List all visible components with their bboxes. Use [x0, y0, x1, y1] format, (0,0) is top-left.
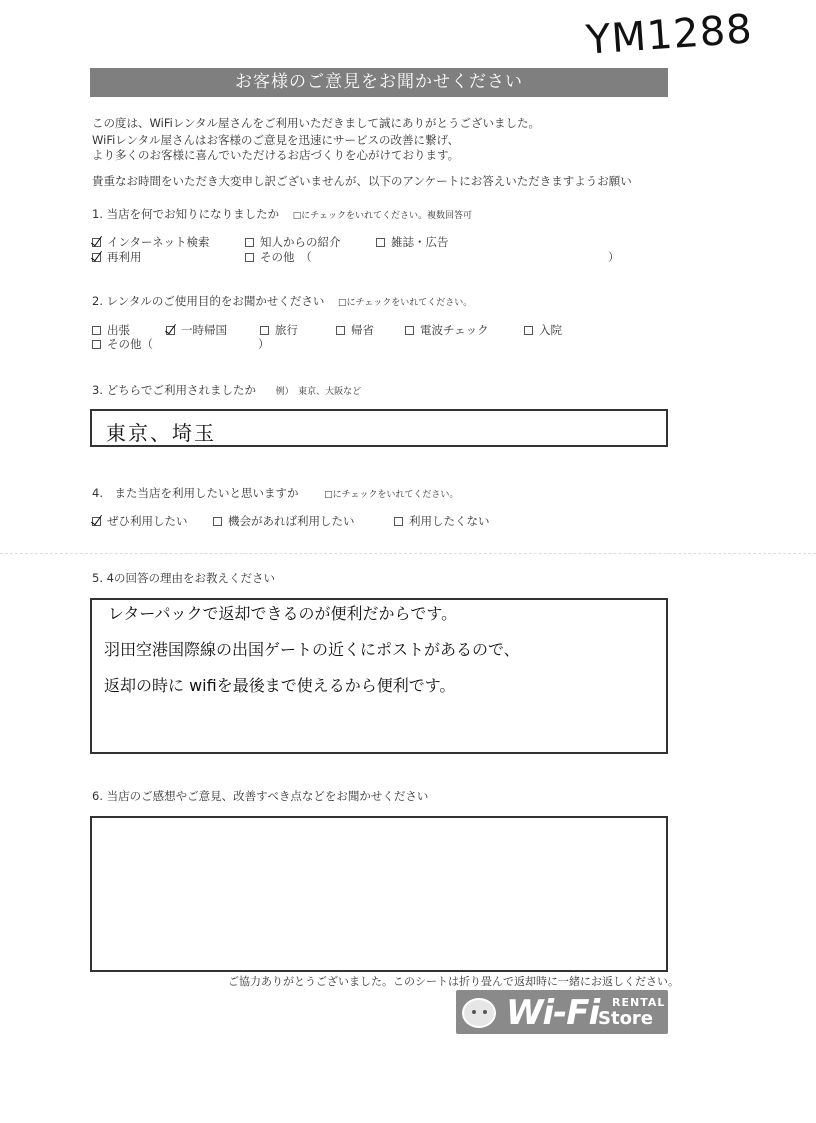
q4-option-definitely[interactable]: ぜひ利用したい [92, 513, 188, 529]
intro-line-2: WiFiレンタル屋さんはお客様のご意見を迅速にサービスの改善に繋げ、 [92, 133, 460, 147]
question-4-note: □にチェックをいれてください。 [324, 490, 459, 500]
checkbox[interactable] [92, 326, 101, 335]
q5-answer-line: 返却の時に wifiを最後まで使えるから便利です。 [104, 676, 456, 695]
question-1-note: □にチェックをいれてください。複数回答可 [292, 211, 473, 221]
question-5-label: 5. 4の回答の理由をお教えください [92, 571, 275, 585]
logo-rental-text: RENTAL [612, 996, 666, 1009]
q5-answer-line: 羽田空港国際線の出国ゲートの近くにポストがあるので、 [104, 640, 520, 659]
question-6-label: 6. 当店のご感想やご意見、改善すべき点などをお聞かせください [92, 789, 429, 803]
checkbox[interactable] [336, 326, 345, 335]
checkbox[interactable] [524, 326, 533, 335]
question-2-note: □にチェックをいれてください。 [338, 298, 473, 308]
q1-option-magazine[interactable]: 雑誌・広告 [376, 234, 449, 250]
logo-wifi-text: Wi-Fi [506, 993, 600, 1033]
checkbox-checked[interactable] [166, 326, 175, 335]
q4-option-if-chance[interactable]: 機会があれば利用したい [213, 513, 355, 529]
q3-handwritten-answer: 東京、埼玉 [106, 421, 216, 445]
q2-close-paren: ） [258, 337, 270, 351]
checkbox[interactable] [245, 253, 254, 262]
question-5 [92, 570, 275, 586]
q2-option-hospital[interactable]: 入院 [524, 322, 562, 338]
checkbox[interactable] [92, 340, 101, 349]
q2-option-signal-check[interactable]: 電波チェック [405, 322, 489, 338]
fold-line [0, 553, 816, 554]
checkbox[interactable] [405, 326, 414, 335]
q6-answer-box[interactable] [90, 816, 668, 972]
q5-answer-box[interactable] [90, 598, 668, 754]
question-3-note: 例） 東京、大阪など [275, 387, 362, 397]
q4-option-no[interactable]: 利用したくない [394, 513, 490, 529]
checkbox-checked[interactable] [92, 253, 101, 262]
question-6 [92, 788, 428, 804]
q1-option-repeat[interactable]: 再利用 [92, 249, 142, 265]
q1-close-paren: ） [608, 250, 620, 264]
question-1 [92, 206, 472, 222]
checkbox[interactable] [394, 517, 403, 526]
handwritten-id-number: YM1288 [584, 6, 755, 64]
q1-option-referral[interactable]: 知人からの紹介 [245, 234, 341, 250]
question-4-label: 4. また当店を利用したいと思いますか [92, 486, 299, 500]
q2-option-travel[interactable]: 旅行 [260, 322, 298, 338]
mascot-icon [462, 998, 496, 1028]
checkbox-checked[interactable] [92, 238, 101, 247]
q1-option-internet[interactable]: インターネット検索 [92, 234, 209, 250]
question-2 [92, 293, 472, 309]
q5-answer-line: レターパックで返却できるのが便利だからです。 [108, 604, 458, 623]
checkbox[interactable] [213, 517, 222, 526]
question-4 [92, 485, 458, 501]
logo-store-text: Store [598, 1008, 654, 1029]
intro-line-4: 貴重なお時間をいただき大変申し訳ございませんが、以下のアンケートにお答えいただきますようお願い [92, 174, 632, 188]
q2-option-homecoming[interactable]: 帰省 [336, 322, 374, 338]
question-3 [92, 382, 361, 398]
question-2-label: 2. レンタルのご使用目的をお聞かせください [92, 294, 325, 308]
footer-thanks: ご協力ありがとうございました。このシートは折り畳んで返却時に一緒にお返しください。 [228, 975, 679, 988]
q5-handwritten-answer [104, 596, 520, 704]
question-1-label: 1. 当店を何でお知りになりましたか [92, 207, 280, 221]
page-title: お客様のご意見をお聞かせください [90, 68, 668, 97]
checkbox[interactable] [376, 238, 385, 247]
checkbox[interactable] [260, 326, 269, 335]
intro-line-1: この度は、WiFiレンタル屋さんをご利用いただきまして誠にありがとうございました。 [92, 116, 541, 130]
q3-answer-box[interactable] [90, 409, 668, 447]
q2-option-business[interactable]: 出張 [92, 322, 130, 338]
checkbox-checked[interactable] [92, 517, 101, 526]
q2-option-other[interactable]: その他（ [92, 336, 153, 352]
wifi-rental-store-logo [456, 990, 668, 1034]
intro-line-3: より多くのお客様に喜んでいただけるお店づくりを心がけております。 [92, 148, 460, 162]
q1-option-other[interactable]: その他 （ [245, 249, 312, 265]
checkbox[interactable] [245, 238, 254, 247]
q2-option-temporary-return[interactable]: 一時帰国 [166, 322, 227, 338]
question-3-label: 3. どちらでご利用されましたか [92, 383, 257, 397]
